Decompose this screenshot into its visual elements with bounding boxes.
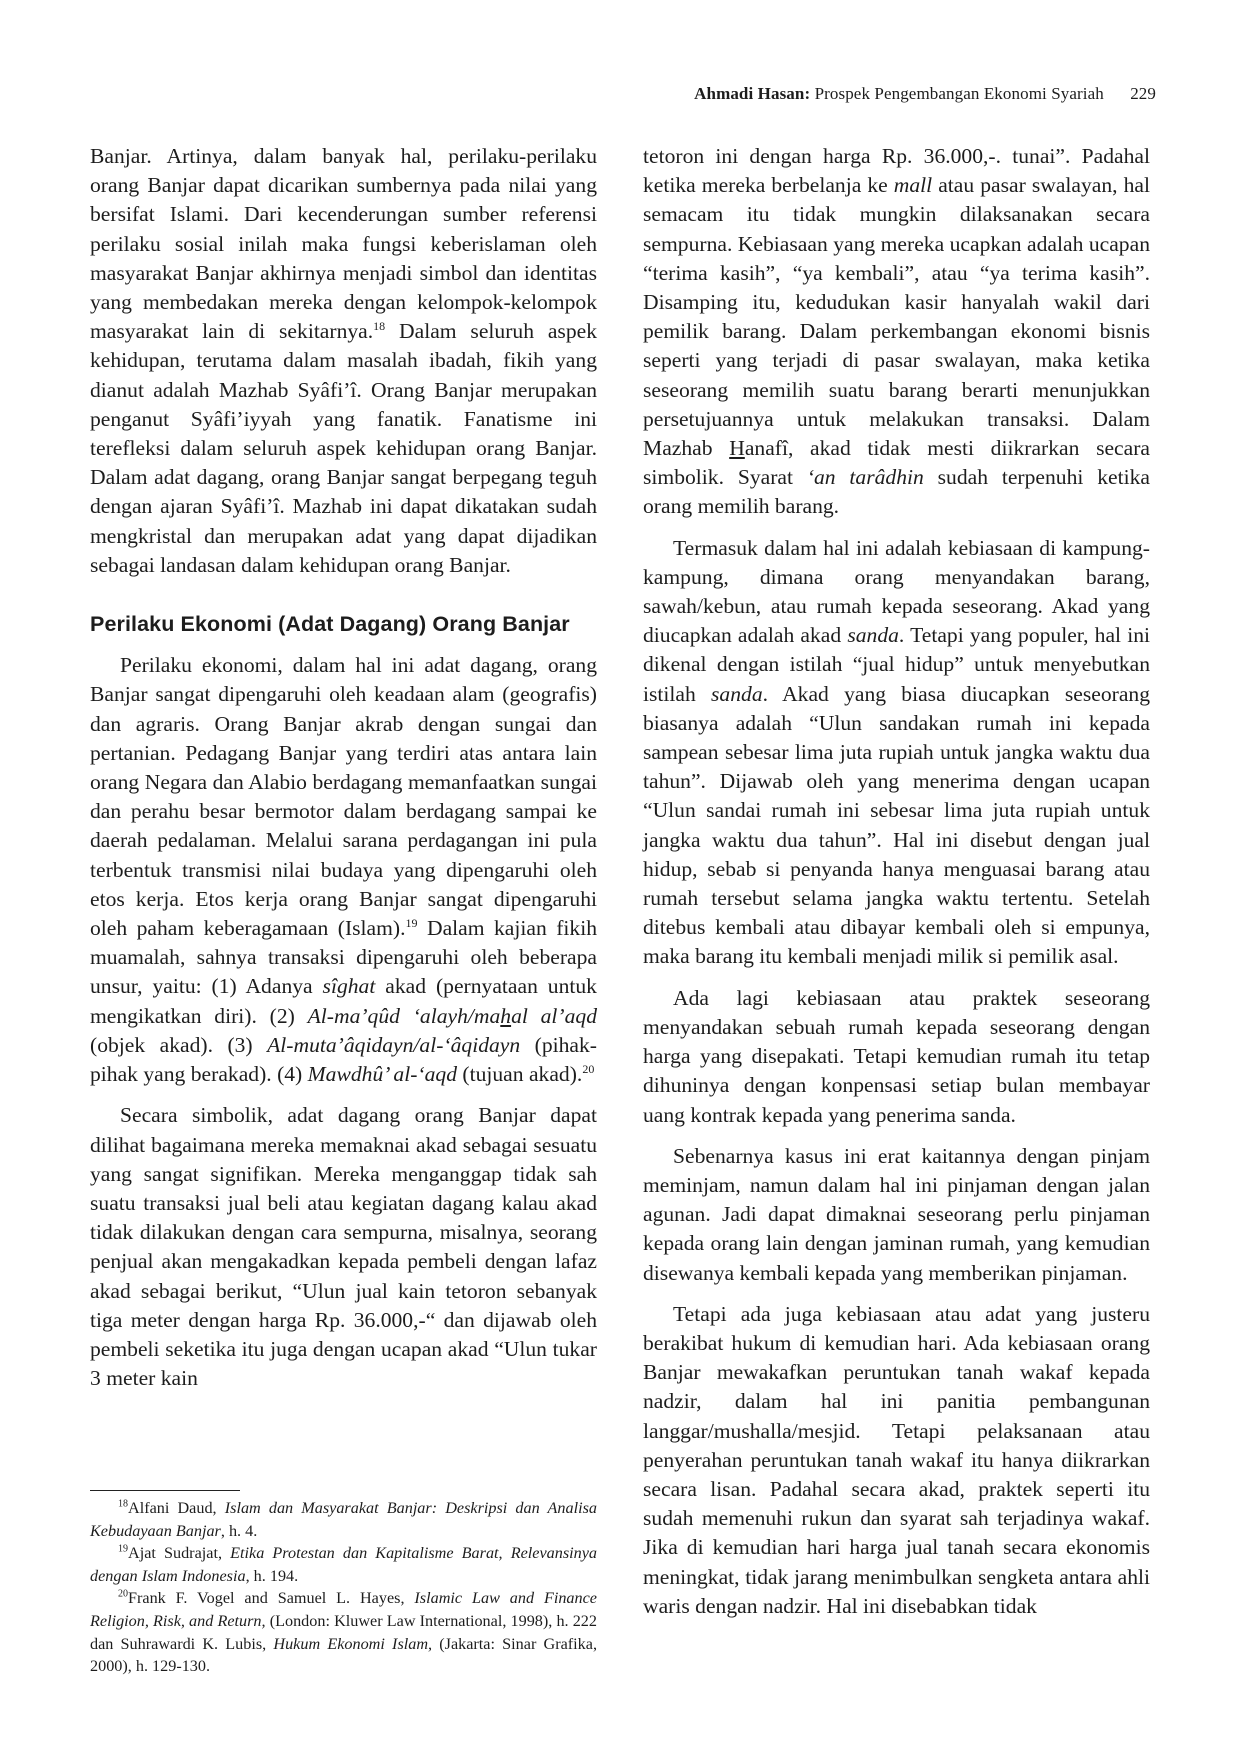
italic-term: ‘an tarâdhin	[806, 465, 924, 490]
text-span: sudah terpenuhi ketika orang memilih barang.	[643, 465, 1150, 519]
italic-term: sanda	[711, 681, 763, 706]
italic-term: Al-muta’âqidayn/al-‘âqidayn	[267, 1032, 521, 1057]
italic-title: Islamic Law and Finance Religion, Risk, and Return,	[90, 1589, 597, 1630]
italic-term: mall	[893, 173, 933, 198]
text-span: Banjar. Artinya, dalam banyak hal, perilaku-perilaku orang Banjar dapat dicarikan sumbernya pada nilai yang bersifat Islami. Dari kecenderungan sumber referensi perilaku sosial inilah maka fungsi keberislaman oleh masyarakat Banjar akhirnya menjadi simbol dan identitas yang membedakan mereka dengan kelompok-kelompok masyarakat lain di sekitarnya.	[90, 144, 597, 344]
text-span: , h. 4.	[220, 1521, 258, 1540]
italic-term: Mawdhû’ al-‘aqd	[307, 1062, 457, 1087]
running-header	[694, 84, 1156, 104]
paragraph	[90, 142, 597, 580]
underlined-letter: h	[500, 1003, 512, 1028]
left-column	[90, 142, 597, 1393]
italic-title: Etika Protestan dan Kapitalisme Barat, Relevansinya dengan Islam Indonesia	[90, 1544, 597, 1585]
text-span: . Akad yang biasa diucapkan seseorang biasanya adalah “Ulun sandakan rumah ini kepada sampean sebesar lima juta rupiah untuk jangka waktu dua tahun”. Dijawab oleh yang menerima dengan ucapan “Ulun sandai rumah ini sebesar lima juta rupiah untuk jangka waktu dua tahun”. Hal ini disebut dengan jual hidup, sebab si penyanda hanya menguasai barang atau rumah tersebut selama jangka waktu tertentu. Setelah ditebus kembali atau dibayar kembali oleh si empunya, maka barang itu kembali menjadi milik si pemilik asal.	[643, 681, 1150, 969]
italic-title: Islam dan Masyarakat Banjar: Deskripsi dan Analisa Kebudayaan Banjar	[90, 1499, 598, 1540]
text-span: Al-ma’qûd ‘alayh/ma	[307, 1003, 501, 1028]
text-span: . Tetapi yang populer, hal ini dikenal dengan istilah “jual hidup” untuk menyebutkan istilah	[643, 623, 1151, 706]
italic-term	[308, 1004, 597, 1028]
text-span: Frank F. Vogel and Samuel L. Hayes,	[128, 1589, 415, 1608]
text-span: al al’aqd	[511, 1003, 598, 1028]
text-span: Ajat Sudrajat,	[128, 1544, 231, 1563]
text-span: tetoron ini dengan harga Rp. 36.000,-. tunai”. Padahal ketika mereka berbelanja ke	[643, 144, 1150, 198]
footnote-number: 20	[118, 1588, 128, 1600]
italic-term: sanda	[847, 623, 899, 648]
paragraph	[90, 651, 597, 1089]
paragraph: Tetapi ada juga kebiasaan atau adat yang justeru berakibat hukum di kemudian hari. Ada kebiasaan orang Banjar mewakafkan peruntukan tanah wakaf kepada nadzir, dalam hal ini panitia pembangunan langgar/mushalla/mesjid. Tetapi pelaksanaan atau penyerahan peruntukan tanah wakaf itu hanya diikrarkan secara lisan. Padahal secara akad, praktek seperti itu sudah memenuhi rukun dan syarat sah terjadinya wakaf. Jika di kemudian hari harga jual tanah secara ekonomis meningkat, tidak jarang menimbulkan sengketa antara ahli waris dengan nadzir. Hal ini disebabkan tidak	[643, 1301, 1150, 1618]
footnote-ref: 20	[582, 1061, 595, 1076]
page-number: 229	[1130, 84, 1156, 103]
paragraph: Ada lagi kebiasaan atau praktek seseorang menyandakan sebuah rumah kepada seseorang dengan harga yang disepakati. Tetapi kemudian rumah itu tetap dihuninya dengan konpensasi setiap bulan membayar uang kontrak kepada yang penerima sanda.	[643, 985, 1150, 1127]
italic-term: sîghat	[322, 974, 376, 999]
paragraph: Sebenarnya kasus ini erat kaitannya dengan pinjam meminjam, namun dalam hal ini pinjaman dengan jalan agunan. Jadi dapat dimaknai seseorang perlu pinjaman kepada orang lain dengan jaminan rumah, yang kemudian disewanya kembali kepada yang memberikan pinjaman.	[643, 1143, 1150, 1285]
text-span: akad (pernyataan untuk mengikatkan diri). (2)	[90, 974, 597, 1028]
text-span: (pihak-pihak yang berakad). (4)	[90, 1032, 597, 1087]
text-span: , h. 194.	[245, 1566, 299, 1585]
paragraph: Secara simbolik, adat dagang orang Banjar dapat dilihat bagaimana mereka memaknai akad sebagai sesuatu yang sangat signifikan. Mereka menganggap tidak sah suatu transaksi jual beli atau kegiatan dagang kalau akad tidak dilakukan dengan cara sempurna, misalnya, seorang penjual akan mengakadkan kepada pembeli dengan lafaz akad sebagai berikut, “Ulun jual kain tetoron sebanyak tiga meter dengan harga Rp. 36.000,-“ dan dijawab oleh pembeli seketika itu juga dengan ucapan akad “Ulun tukar 3 meter kain	[90, 1103, 597, 1391]
footnote	[90, 1497, 597, 1542]
footnote-divider	[90, 1490, 240, 1491]
text-span: atau pasar swalayan, hal semacam itu tidak mungkin dilaksanakan secara sempurna. Kebiasaan yang mereka ucapkan adalah ucapan “terima kasih”, “ya kembali”, atau “ya terima kasih”. Disamping itu, kedudukan kasir hanyalah wakil dari pemilik barang. Dalam perkembangan ekonomi bisnis seperti yang terjadi di pasar swalayan, maka ketika seseorang memilih suatu barang berarti menunjukkan persetujuannya untuk melakukan transaksi. Dalam Mazhab	[643, 173, 1150, 461]
text-span: Termasuk dalam hal ini adalah kebiasaan di kampung-kampung, dimana orang menyandakan barang, sawah/kebun, atau rumah kepada seseorang. Akad yang diucapkan adalah akad	[643, 535, 1150, 648]
text-span: Perilaku ekonomi, dalam hal ini adat dagang, orang Banjar sangat dipengaruhi oleh keadaan alam (geografis) dan agraris. Orang Banjar akrab dengan sungai dan pertanian. Pedagang Banjar yang terdiri atas antara lain orang Negara dan Alabio berdagang memanfaatkan sungai dan perahu besar bermotor dalam berdagang sampai ke daerah pedalaman. Melalui sarana perdagangan ini pula terbentuk transmisi nilai budaya yang dipengaruhi oleh etos kerja. Etos kerja orang Banjar sangat dipengaruhi oleh paham keberagamaan (Islam).	[90, 653, 597, 941]
text-span: (Jakarta: Sinar Grafika, 2000), h. 129-130.	[90, 1634, 598, 1676]
text-span: (London: Kluwer Law International, 1998), h. 222 dan Suhrawardi K. Lubis,	[90, 1611, 597, 1653]
underlined-letter: H	[729, 436, 745, 461]
text-span: anafî, akad tidak mesti diikrarkan secara simbolik. Syarat	[643, 436, 1150, 490]
footnote	[90, 1587, 597, 1677]
text-span: Dalam seluruh aspek kehidupan, terutama dalam masalah ibadah, fikih yang dianut adalah Mazhab Syâfi’î. Orang Banjar merupakan penganut Syâfi’iyyah yang fanatik. Fanatisme ini terefleksi dalam seluruh aspek kehidupan orang Banjar. Dalam adat dagang, orang Banjar sangat berpegang teguh dengan ajaran Syâfi’î. Mazhab ini dapat dikatakan sudah mengkristal dan merupakan adat yang dapat dijadikan sebagai landasan dalam kehidupan orang Banjar.	[90, 319, 597, 577]
right-column	[643, 142, 1150, 1621]
header-author: Ahmadi Hasan:	[694, 84, 811, 103]
italic-title: Hukum Ekonomi Islam,	[273, 1634, 433, 1653]
text-span: Dalam kajian fikih muamalah, sahnya transaksi dipengaruhi oleh beberapa unsur, yaitu: (1) Adanya	[90, 916, 597, 999]
paragraph	[643, 142, 1150, 522]
footnote-number: 19	[118, 1543, 128, 1555]
footnotes	[90, 1497, 597, 1678]
footnote-ref: 18	[373, 319, 386, 334]
header-title: Prospek Pengembangan Ekonomi Syariah	[814, 84, 1104, 103]
footnote	[90, 1542, 597, 1587]
text-span: (tujuan akad).	[457, 1062, 583, 1087]
paragraph	[643, 534, 1150, 972]
text-span: Alfani Daud,	[128, 1499, 225, 1517]
section-heading: Perilaku Ekonomi (Adat Dagang) Orang Banjar	[90, 612, 570, 637]
text-span: (objek akad). (3)	[90, 1032, 268, 1057]
footnote-ref: 19	[405, 915, 418, 930]
footnote-number: 18	[118, 1498, 128, 1510]
